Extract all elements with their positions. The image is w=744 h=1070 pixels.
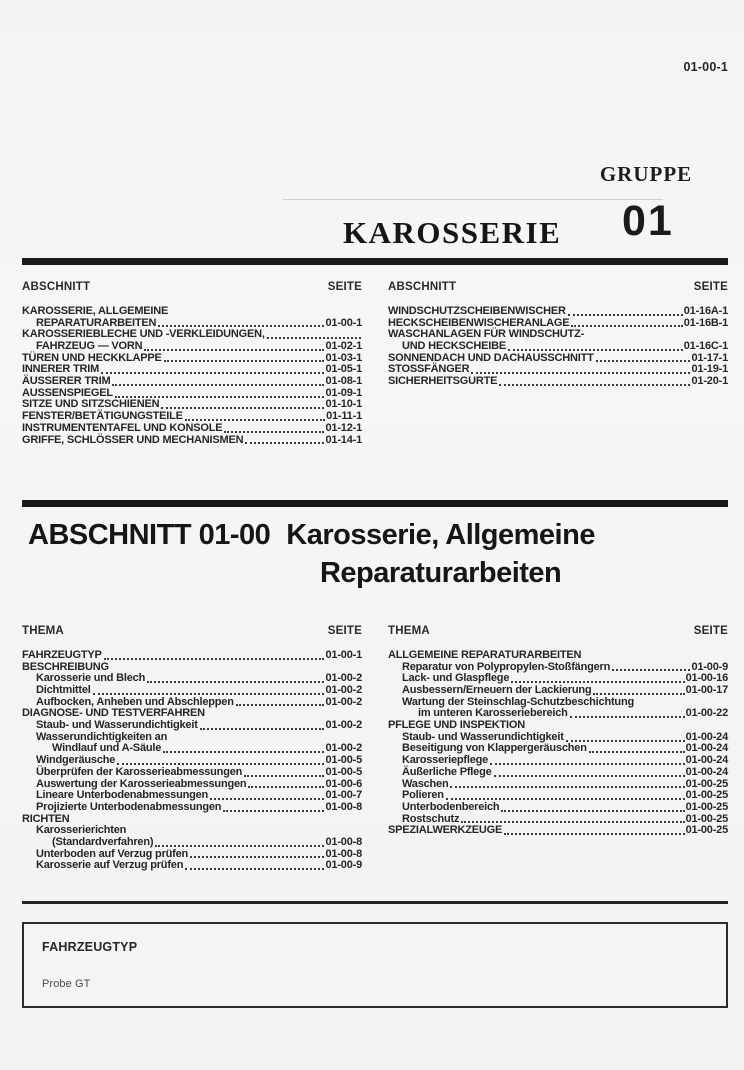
dot-leader — [508, 349, 683, 351]
toc-entry-label: UND HECKSCHEIBE — [402, 340, 506, 353]
toc-entry-page: 01-11-1 — [326, 410, 362, 423]
toc-row — [22, 435, 362, 447]
toc-entry-page: 01-00-9 — [691, 660, 728, 673]
toc-entry-label: DIAGNOSE- UND TESTVERFAHREN — [22, 707, 205, 720]
header-abschnitt: ABSCHNITT — [388, 281, 457, 293]
dot-leader — [158, 325, 324, 327]
toc-row — [388, 802, 728, 814]
toc-entry-page: 01-00-17 — [685, 684, 728, 697]
dot-leader — [490, 763, 685, 765]
toc-row — [388, 376, 728, 388]
toc-entry-label: FAHRZEUGTYP — [22, 648, 102, 661]
section-heading-title — [286, 516, 595, 592]
dot-leader — [223, 810, 324, 812]
toc-entry-label: ALLGEMEINE REPARATURARBEITEN — [388, 648, 582, 661]
page-title: KAROSSERIE — [343, 215, 562, 250]
dot-leader — [504, 833, 684, 835]
toc-row — [388, 650, 728, 662]
dot-leader — [144, 349, 324, 351]
toc-entry-label: ÄUSSERER TRIM — [22, 375, 111, 388]
toc-row — [388, 306, 728, 318]
dot-leader — [164, 360, 325, 362]
toc-list — [22, 650, 362, 872]
toc-entry-label: Wasserundichtigkeiten an — [36, 730, 168, 743]
toc-entry-page: 01-00-8 — [325, 835, 362, 848]
toc-entry-label: INNERER TRIM — [22, 363, 100, 376]
section-heading — [28, 516, 595, 592]
toc-entry-label: Aufbocken, Anheben und Abschleppen — [36, 695, 234, 708]
toc-entry-page: 01-00-1 — [325, 316, 362, 329]
dot-leader — [163, 751, 324, 753]
divider-bar-top — [22, 258, 728, 265]
toc-entry-page: 01-00-24 — [685, 754, 728, 767]
dot-leader — [267, 337, 361, 339]
column-header — [22, 625, 362, 637]
dot-leader — [185, 868, 324, 870]
toc-entry-label: Lineare Unterbodenabmessungen — [36, 789, 209, 802]
section-heading-line1: Karosserie, Allgemeine — [286, 519, 595, 551]
toc-entry-label: Unterboden auf Verzug prüfen — [36, 847, 189, 860]
dot-leader — [461, 821, 684, 823]
toc-entry-page: 01-10-1 — [325, 398, 362, 411]
toc-entry-page: 01-00-2 — [325, 695, 362, 708]
toc-row — [22, 306, 362, 318]
toc-list — [22, 306, 362, 446]
header-thema: THEMA — [22, 625, 64, 637]
dot-leader — [155, 845, 324, 847]
toc-row — [388, 685, 728, 697]
gruppe-label: GRUPPE — [599, 162, 693, 186]
toc-row — [388, 825, 728, 837]
dot-leader — [589, 751, 685, 753]
dot-leader — [245, 442, 324, 444]
divider-bar-middle — [22, 500, 728, 507]
toc-entry-page: 01-00-25 — [685, 800, 728, 813]
toc-entry-label: SONNENDACH UND DACHAUSSCHNITT — [388, 351, 594, 364]
toc-entry-page: 01-05-1 — [325, 363, 362, 376]
dot-leader — [596, 360, 691, 362]
toc-entry-page: 01-16A-1 — [683, 304, 728, 317]
toc-entry-page: 01-00-6 — [325, 777, 362, 790]
dot-leader — [612, 669, 690, 671]
toc-entry-label: Reparatur von Polypropylen-Stoßfängern — [402, 660, 611, 673]
toc-entry-label: Wartung der Steinschlag-Schutzbeschichtung — [402, 695, 634, 708]
toc-entry-page: 01-00-24 — [685, 742, 728, 755]
dot-leader — [471, 372, 690, 374]
toc-entry-label: Karosserie und Blech — [36, 672, 146, 685]
dot-leader — [511, 681, 684, 683]
dot-leader — [446, 798, 685, 800]
toc-entry-label: Ausbessern/Erneuern der Lackierung — [402, 684, 592, 697]
toc-entry-label: Windgeräusche — [36, 754, 116, 767]
toc-list — [388, 306, 728, 388]
dot-leader — [566, 740, 685, 742]
column-header — [388, 281, 728, 293]
toc-entry-page: 01-00-2 — [325, 742, 362, 755]
toc-entry-page: 01-16C-1 — [683, 340, 728, 353]
toc-entry-page: 01-00-24 — [685, 730, 728, 743]
dot-leader — [161, 407, 324, 409]
section-heading-prefix: ABSCHNITT 01-00 — [28, 519, 271, 551]
toc-entry-label: Lack- und Glaspflege — [402, 672, 510, 685]
toc-entry-page: 01-14-1 — [325, 433, 362, 446]
topic-index-right-column — [388, 625, 728, 872]
section-index-left-column — [22, 281, 362, 446]
toc-entry-label: REPARATURARBEITEN — [36, 316, 157, 329]
toc-entry-label: SICHERHEITSGURTE — [388, 375, 498, 388]
dot-leader — [499, 384, 690, 386]
dot-leader — [104, 658, 325, 660]
dot-leader — [190, 856, 324, 858]
toc-entry-label: Dichtmittel — [36, 684, 91, 697]
dot-leader — [117, 763, 324, 765]
toc-row — [22, 802, 362, 814]
section-index — [22, 281, 728, 446]
toc-row — [22, 837, 362, 849]
toc-entry-label: Auswertung der Karosserieabmessungen — [36, 777, 247, 790]
toc-entry-page: 01-20-1 — [691, 375, 728, 388]
toc-entry-label: STOSSFÄNGER — [388, 363, 470, 376]
toc-entry-page: 01-00-8 — [325, 847, 362, 860]
dot-leader — [501, 810, 684, 812]
toc-entry-label: Karosserierichten — [36, 824, 127, 837]
column-header — [388, 625, 728, 637]
toc-row — [388, 341, 728, 353]
toc-entry-label: Rostschutz — [402, 812, 460, 825]
topic-index-left-column — [22, 625, 362, 872]
toc-entry-label: PFLEGE UND INSPEKTION — [388, 719, 525, 732]
toc-entry-page: 01-00-22 — [685, 707, 728, 720]
dot-leader — [593, 693, 684, 695]
toc-entry-label: Projizierte Unterbodenabmessungen — [36, 800, 222, 813]
toc-entry-label: Staub- und Wasserundichtigkeit — [36, 719, 198, 732]
dot-leader — [101, 372, 324, 374]
toc-entry-page: 01-00-2 — [325, 719, 362, 732]
toc-entry-page: 01-00-24 — [685, 765, 728, 778]
toc-row — [388, 767, 728, 779]
toc-row — [22, 341, 362, 353]
toc-entry-label: TÜREN UND HECKKLAPPE — [22, 351, 162, 364]
dot-leader — [185, 419, 325, 421]
toc-entry-label: HECKSCHEIBENWISCHERANLAGE — [388, 316, 570, 329]
toc-entry-page: 01-08-1 — [325, 375, 362, 388]
toc-entry-label: WINDSCHUTZSCHEIBENWISCHER — [388, 304, 566, 317]
header-seite: SEITE — [693, 625, 728, 637]
dot-leader — [568, 314, 683, 316]
section-index-right-column — [388, 281, 728, 446]
toc-entry-label: SPEZIALWERKZEUGE — [388, 824, 503, 837]
toc-entry-label: GRIFFE, SCHLÖSSER UND MECHANISMEN — [22, 433, 244, 446]
header-thema: THEMA — [388, 625, 430, 637]
toc-entry-label: Karosserie auf Verzug prüfen — [36, 859, 184, 872]
toc-entry-label: RICHTEN — [22, 812, 70, 825]
toc-entry-page: 01-00-1 — [325, 648, 362, 661]
toc-entry-label: KAROSSERIEBLECHE UND -VERKLEIDUNGEN, — [22, 328, 265, 341]
toc-entry-label: Windlauf und A-Säule — [52, 742, 162, 755]
toc-entry-page: 01-16B-1 — [683, 316, 728, 329]
toc-row — [22, 767, 362, 779]
toc-entry-label: im unteren Karosseriebereich — [418, 707, 568, 720]
dot-leader — [244, 775, 324, 777]
dot-leader — [112, 384, 324, 386]
dot-leader — [236, 704, 325, 706]
toc-entry-page: 01-03-1 — [325, 351, 362, 364]
toc-entry-page: 01-09-1 — [325, 386, 362, 399]
toc-entry-label: (Standardverfahren) — [52, 835, 154, 848]
toc-entry-label: INSTRUMENTENTAFEL UND KONSOLE — [22, 421, 223, 434]
dot-leader — [450, 786, 684, 788]
toc-entry-page: 01-00-9 — [325, 859, 362, 872]
toc-entry-page: 01-00-25 — [685, 789, 728, 802]
dot-leader — [571, 325, 682, 327]
toc-row — [22, 650, 362, 662]
toc-entry-label: FENSTER/BETÄTIGUNGSTEILE — [22, 410, 183, 423]
toc-entry-label: Polieren — [402, 789, 444, 802]
toc-entry-page: 01-00-25 — [685, 777, 728, 790]
toc-entry-label: FAHRZEUG — VORN — [36, 340, 143, 353]
toc-entry-page: 01-00-5 — [325, 754, 362, 767]
dot-leader — [210, 798, 324, 800]
toc-entry-page: 01-00-2 — [325, 672, 362, 685]
toc-entry-page: 01-00-25 — [685, 812, 728, 825]
toc-entry-label: Waschen — [402, 777, 449, 790]
toc-entry-page: 01-12-1 — [325, 421, 362, 434]
toc-entry-page: 01-00-16 — [685, 672, 728, 685]
dot-leader — [200, 728, 325, 730]
toc-entry-page: 01-00-5 — [325, 765, 362, 778]
header-seite: SEITE — [327, 625, 362, 637]
group-number: 01 — [622, 197, 674, 245]
dot-leader — [494, 775, 685, 777]
toc-entry-page: 01-19-1 — [691, 363, 728, 376]
toc-entry-page: 01-00-2 — [325, 684, 362, 697]
divider-rule-bottom — [22, 901, 728, 904]
toc-entry-label: Staub- und Wasserundichtigkeit — [402, 730, 564, 743]
toc-entry-label: Überprüfen der Karosserieabmessungen — [36, 765, 243, 778]
toc-row — [22, 685, 362, 697]
vehicle-type-box — [22, 922, 728, 1008]
header-abschnitt: ABSCHNITT — [22, 281, 91, 293]
toc-entry-page: 01-17-1 — [691, 351, 728, 364]
vehicle-type-value: Probe GT — [42, 978, 91, 990]
toc-entry-label: Unterbodenbereich — [402, 800, 500, 813]
section-heading-line2: Reparaturarbeiten — [319, 557, 562, 589]
toc-entry-label: Karosseriepflege — [402, 754, 489, 767]
toc-entry-page: 01-00-8 — [325, 800, 362, 813]
dot-leader — [224, 431, 324, 433]
header-seite: SEITE — [327, 281, 362, 293]
toc-list — [388, 650, 728, 837]
faint-rule — [283, 199, 663, 200]
toc-entry-label: WASCHANLAGEN FÜR WINDSCHUTZ- — [388, 328, 585, 341]
toc-row — [22, 423, 362, 435]
column-header — [22, 281, 362, 293]
dot-leader — [93, 693, 325, 695]
toc-entry-label: AUSSENSPIEGEL — [22, 386, 113, 399]
toc-row — [22, 860, 362, 872]
header-seite: SEITE — [693, 281, 728, 293]
dot-leader — [147, 681, 324, 683]
dot-leader — [570, 716, 685, 718]
toc-entry-page: 01-00-7 — [325, 789, 362, 802]
vehicle-type-title: FAHRZEUGTYP — [42, 940, 138, 954]
toc-entry-label: BESCHREIBUNG — [22, 660, 109, 673]
page-reference: 01-00-1 — [683, 60, 728, 74]
toc-entry-label: SITZE UND SITZSCHIENEN — [22, 398, 160, 411]
toc-entry-label: Beseitigung von Klappergeräuschen — [402, 742, 587, 755]
toc-entry-page: 01-00-25 — [685, 824, 728, 837]
topic-index — [22, 625, 728, 872]
dot-leader — [248, 786, 324, 788]
toc-entry-label: KAROSSERIE, ALLGEMEINE — [22, 304, 169, 317]
dot-leader — [115, 396, 325, 398]
toc-entry-page: 01-02-1 — [325, 340, 362, 353]
toc-entry-label: Äußerliche Pflege — [402, 765, 492, 778]
